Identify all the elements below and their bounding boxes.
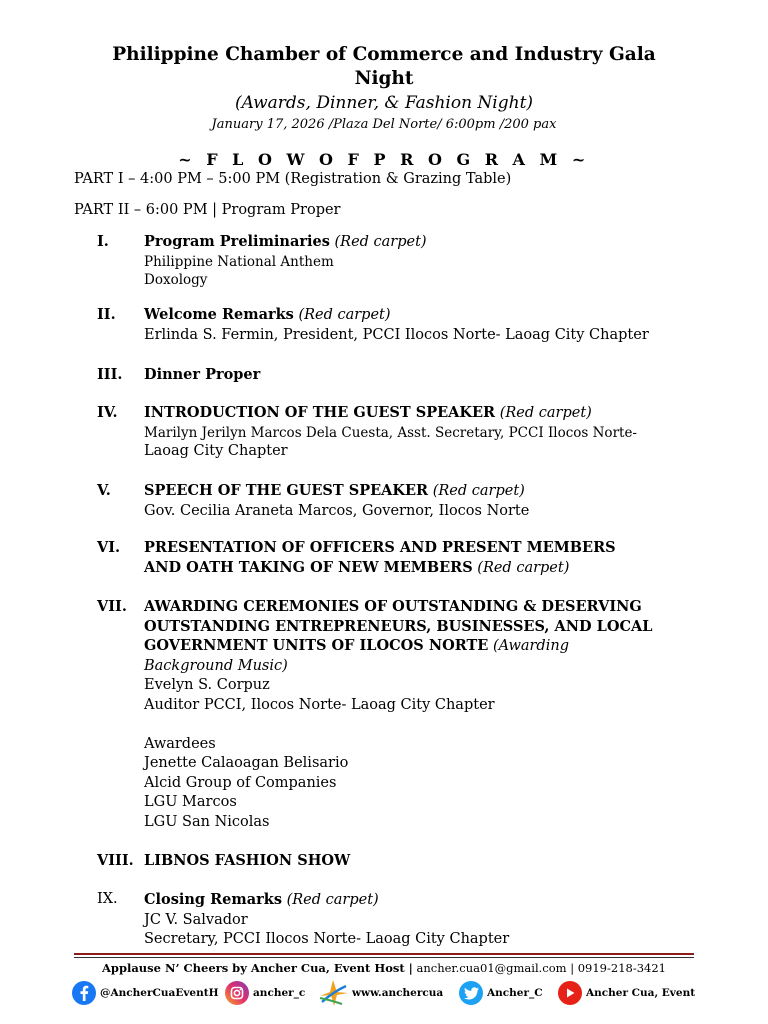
website-url: www.anchercua <box>352 987 444 999</box>
item-detail: Evelyn S. Corpuz <box>144 677 270 693</box>
item-heading: LIBNOS FASHION SHOW <box>144 852 351 869</box>
item-note: (Red carpet) <box>334 234 427 250</box>
item-note: (Red carpet) <box>432 483 525 499</box>
item-number: VIII. <box>97 852 134 869</box>
awardee: LGU Marcos <box>144 794 237 810</box>
awardee: Jenette Calaoagan Belisario <box>144 755 349 771</box>
item-number: II. <box>97 306 116 323</box>
item-heading-cont: GOVERNMENT UNITS OF ILOCOS NORTE <box>144 637 489 654</box>
event-details: January 17, 2026 /Plaza Del Norte/ 6:00pm /200 pax <box>211 117 557 132</box>
item-heading: Program Preliminaries <box>144 233 330 250</box>
footer-divider-thin <box>74 957 694 958</box>
item-detail: Marilyn Jerilyn Marcos Dela Cuesta, Asst. Secretary, PCCI Ilocos Norte- <box>144 424 637 441</box>
item-number: VII. <box>97 598 127 615</box>
part-1: PART I – 4:00 PM – 5:00 PM (Registration & Grazing Table) <box>74 171 512 187</box>
awardee: LGU San Nicolas <box>144 813 270 830</box>
item-number: III. <box>97 366 123 383</box>
item-detail: Secretary, PCCI Ilocos Norte- Laoag City Chapter <box>144 931 510 947</box>
youtube-icon <box>558 981 582 1005</box>
item-heading: INTRODUCTION OF THE GUEST SPEAKER <box>144 404 496 421</box>
item-note: (Red carpet) <box>477 559 570 576</box>
flow-of-program-heading <box>80 149 688 171</box>
item-detail: Philippine National Anthem <box>144 253 334 270</box>
item-detail: Auditor PCCI, Ilocos Norte- Laoag City Chapter <box>144 696 495 713</box>
item-heading-cont: OUTSTANDING ENTREPRENEURS, BUSINESSES, AND LOCAL <box>144 617 653 635</box>
item-number: VI. <box>97 539 121 556</box>
item-heading: Closing Remarks <box>144 891 282 908</box>
facebook-link[interactable] <box>72 978 222 1008</box>
facebook-icon <box>72 981 96 1005</box>
item-number: V. <box>97 482 111 499</box>
item-heading: Welcome Remarks <box>144 306 294 323</box>
twitter-handle: Ancher_C <box>487 987 543 999</box>
title-line-2: Night <box>354 68 414 89</box>
document-subtitle: (Awards, Dinner, & Fashion Night) <box>234 93 534 113</box>
website-link[interactable] <box>318 978 448 1008</box>
item-number: IX. <box>97 891 118 907</box>
item-note: (Awarding <box>492 638 569 654</box>
document-title <box>80 43 688 91</box>
footer-divider <box>74 953 694 955</box>
item-detail: Laoag City Chapter <box>144 442 288 459</box>
part-2: PART II – 6:00 PM | Program Proper <box>74 202 341 218</box>
item-note: (Red carpet) <box>286 892 379 908</box>
item-note-cont: Background Music) <box>144 657 288 674</box>
title-line-1: Philippine Chamber of Commerce and Industry Gala <box>112 44 656 65</box>
item-number: I. <box>97 233 109 250</box>
item-heading: PRESENTATION OF OFFICERS AND PRESENT MEMBERS <box>144 539 616 556</box>
twitter-link[interactable] <box>459 978 549 1008</box>
website-logo-icon <box>318 978 348 1008</box>
item-heading: Dinner Proper <box>144 366 261 383</box>
youtube-channel: Ancher Cua, Event <box>586 987 696 999</box>
host-contact: ancher.cua01@gmail.com | 0919-218-3421 <box>416 961 666 975</box>
item-note: (Red carpet) <box>298 307 391 323</box>
instagram-link[interactable] <box>225 978 307 1008</box>
instagram-handle: ancher_c <box>253 987 306 999</box>
item-number: IV. <box>97 404 118 421</box>
awardees-label: Awardees <box>144 735 216 752</box>
item-heading-cont: AND OATH TAKING OF NEW MEMBERS <box>144 558 473 576</box>
item-detail: Doxology <box>144 271 208 288</box>
item-detail: JC V. Salvador <box>144 911 248 928</box>
item-heading: SPEECH OF THE GUEST SPEAKER <box>144 482 429 499</box>
flow-heading-text: ~ F L O W O F P R O G R A M ~ <box>178 150 590 169</box>
item-detail: Gov. Cecilia Araneta Marcos, Governor, Ilocos Norte <box>144 502 530 519</box>
item-heading: AWARDING CEREMONIES OF OUTSTANDING & DESERVING <box>144 598 642 615</box>
item-detail: Erlinda S. Fermin, President, PCCI Ilocos Norte- Laoag City Chapter <box>144 326 649 343</box>
facebook-handle: @AncherCuaEventH <box>100 987 219 999</box>
awardee: Alcid Group of Companies <box>144 774 337 791</box>
instagram-icon <box>225 981 249 1005</box>
item-note: (Red carpet) <box>499 405 592 421</box>
youtube-link[interactable] <box>558 978 696 1008</box>
twitter-icon <box>459 981 483 1005</box>
host-credit-name: Applause N’ Cheers by Ancher Cua, Event Host | <box>101 961 413 975</box>
host-credit <box>74 960 694 976</box>
